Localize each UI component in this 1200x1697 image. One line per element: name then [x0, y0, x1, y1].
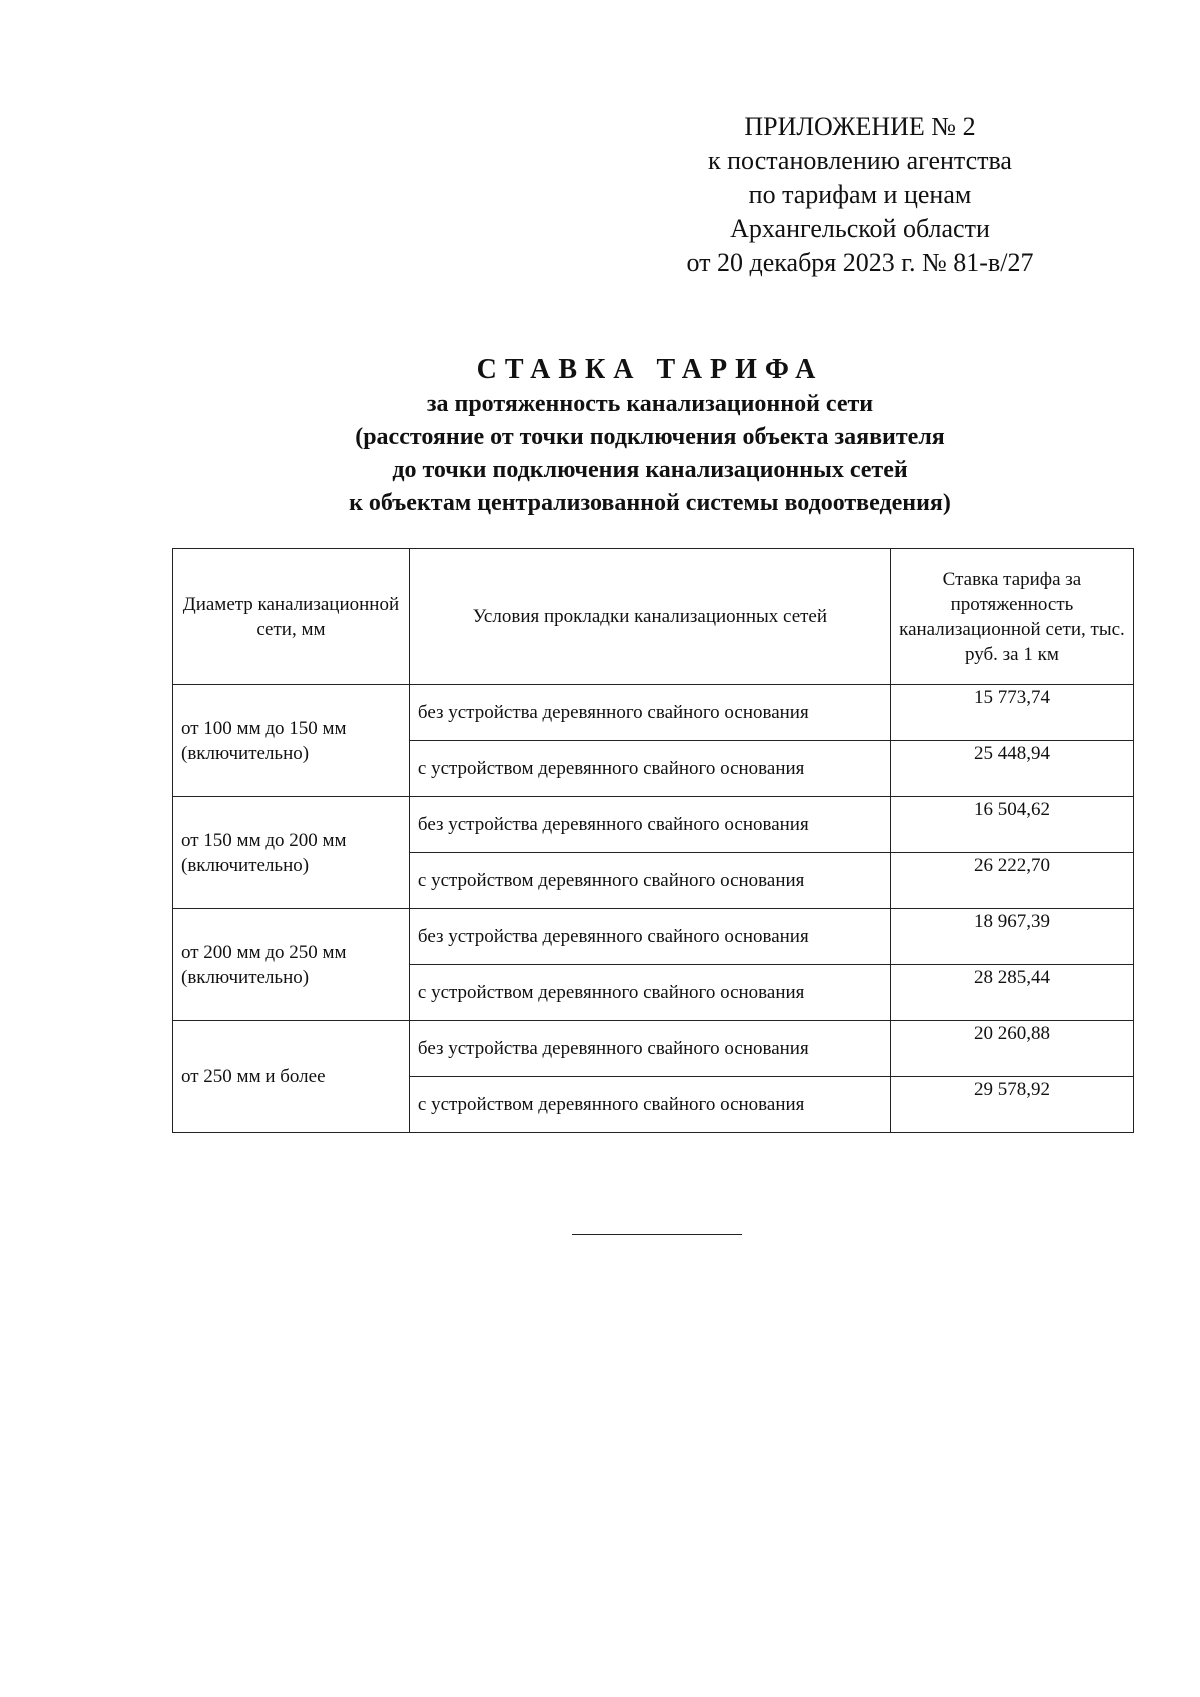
header-conditions: Условия прокладки канализационных сетей	[409, 549, 890, 685]
diameter-cell: от 200 мм до 250 мм (включительно)	[173, 909, 410, 1021]
table-row	[173, 909, 1134, 965]
condition-cell: с устройством деревянного свайного основания	[409, 1077, 890, 1133]
table-row	[173, 797, 1134, 853]
appendix-number: ПРИЛОЖЕНИЕ № 2	[744, 112, 976, 141]
diameter-cell: от 250 мм и более	[173, 1021, 410, 1133]
condition-cell: без устройства деревянного свайного основания	[409, 1021, 890, 1077]
table-row	[173, 685, 1134, 741]
title-main: СТАВКА ТАРИФА	[476, 354, 824, 385]
appendix-ref-line: по тарифам и ценам	[748, 180, 972, 209]
header-rate: Ставка тарифа за протяженность канализационной сети, тыс. руб. за 1 км	[890, 549, 1133, 685]
condition-cell: с устройством деревянного свайного основания	[409, 853, 890, 909]
diameter-cell: от 150 мм до 200 мм (включительно)	[173, 797, 410, 909]
condition-cell: без устройства деревянного свайного основания	[409, 685, 890, 741]
rate-cell: 28 285,44	[890, 965, 1133, 1021]
rate-cell: 29 578,92	[890, 1077, 1133, 1133]
header-diameter: Диаметр канализационной сети, мм	[173, 549, 410, 685]
rate-cell: 26 222,70	[890, 853, 1133, 909]
diameter-cell: от 100 мм до 150 мм (включительно)	[173, 685, 410, 797]
rate-cell: 20 260,88	[890, 1021, 1133, 1077]
appendix-ref-line: к постановлению агентства	[708, 146, 1012, 175]
tariff-table	[172, 548, 1134, 1133]
appendix-header	[640, 110, 1080, 280]
condition-cell: с устройством деревянного свайного основания	[409, 741, 890, 797]
appendix-date-number: от 20 декабря 2023 г. № 81-в/27	[686, 248, 1034, 277]
title-subtitle-line: (расстояние от точки подключения объекта заявителя	[355, 424, 945, 450]
document-title	[160, 352, 1140, 520]
appendix-ref-line: Архангельской области	[730, 214, 990, 243]
title-subtitle-line: к объектам централизованной системы водоотведения)	[349, 490, 951, 516]
rate-cell: 25 448,94	[890, 741, 1133, 797]
title-subtitle-line: до точки подключения канализационных сетей	[392, 457, 908, 483]
end-divider-line	[572, 1234, 742, 1235]
condition-cell: с устройством деревянного свайного основания	[409, 965, 890, 1021]
table-row	[173, 1021, 1134, 1077]
title-subtitle-line: за протяженность канализационной сети	[426, 391, 874, 417]
rate-cell: 15 773,74	[890, 685, 1133, 741]
rate-cell: 18 967,39	[890, 909, 1133, 965]
table-header-row	[173, 549, 1134, 685]
condition-cell: без устройства деревянного свайного основания	[409, 797, 890, 853]
rate-cell: 16 504,62	[890, 797, 1133, 853]
condition-cell: без устройства деревянного свайного основания	[409, 909, 890, 965]
